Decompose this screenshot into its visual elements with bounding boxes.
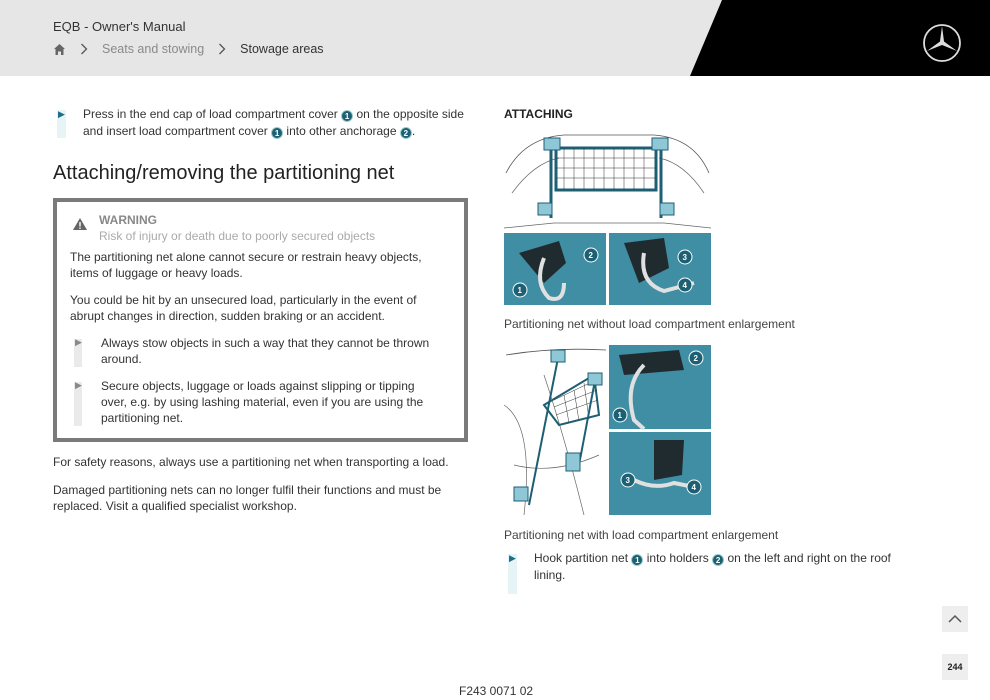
figure-code: F243 0071 02 (459, 684, 534, 698)
callout-3: 3 (625, 476, 630, 485)
chevron-right-icon (80, 43, 88, 55)
callout-1: 1 (271, 127, 283, 139)
callout-1: 1 (517, 286, 522, 295)
breadcrumb-item-seats[interactable]: Seats and stowing (102, 42, 205, 56)
step-text: into other anchorage (283, 124, 400, 138)
step-text: and insert load compartment cover (83, 124, 272, 138)
step-text: Hook partition net (534, 551, 632, 565)
callout-3: 3 (682, 253, 687, 262)
attaching-heading: ATTACHING (504, 107, 573, 121)
callout-1: 1 (617, 411, 622, 420)
callout-2: 2 (693, 354, 698, 363)
step-text: Press in the end cap of load compartment cover (83, 107, 342, 121)
figure-caption: Partitioning net without load compartment enlargement (504, 317, 795, 331)
step-text: into holders (643, 551, 713, 565)
warning-subtitle: Risk of injury or death due to poorly secured objects (99, 229, 376, 243)
callout-2: 2 (400, 127, 412, 139)
warning-triangle-icon (72, 217, 88, 231)
warning-bullet: ▶ Always stow objects in such a way that they cannot be thrown around. (75, 336, 430, 366)
chevron-up-icon (948, 614, 962, 624)
body-paragraph: For safety reasons, always use a partitioning net when transporting a load. (53, 455, 449, 469)
body-paragraph: Damaged partitioning nets can no longer fulfil their functions and must be replaced. Visit a qualified specialist workshop. (53, 483, 442, 513)
step-text: . (411, 124, 416, 138)
warning-paragraph: The partitioning net alone cannot secure or restrain heavy objects, items of luggage or heavy loads. (70, 250, 422, 280)
instruction-step (57, 106, 477, 140)
breadcrumb-item-stowage: Stowage areas (240, 42, 324, 56)
section-title: Attaching/removing the partitioning net (53, 162, 395, 184)
step-text: lining. (534, 568, 566, 582)
callout-2: 2 (588, 251, 593, 260)
callout-2: 2 (712, 554, 724, 566)
warning-box (53, 198, 468, 442)
breadcrumb (53, 42, 324, 56)
bullet-arrow-icon: ▶ (75, 337, 82, 347)
figure-caption: Partitioning net with load compartment enlargement (504, 528, 779, 542)
instruction-step (508, 550, 928, 584)
callout-1: 1 (631, 554, 643, 566)
scroll-to-top-button[interactable] (942, 606, 968, 632)
home-icon[interactable] (53, 43, 66, 56)
chevron-right-icon (218, 43, 226, 55)
callout-1: 1 (341, 110, 353, 122)
step-arrow-icon: ▶ (58, 109, 65, 119)
callout-4: 4 (691, 483, 696, 492)
bullet-arrow-icon: ▶ (75, 380, 82, 390)
warning-paragraph: You could be hit by an unsecured load, particularly in the event of abrupt changes in direction, sudden braking or an accident. (70, 293, 417, 323)
app-title: EQB - Owner's Manual (53, 19, 186, 34)
step-text: on the left and right on the roof (724, 551, 891, 565)
partition-net-illustration-2 (504, 345, 711, 515)
warning-bullet: ▶ Secure objects, luggage or loads against slipping or tipping over, e.g. by using lashing material, even if you are using the partitioning net. (75, 379, 424, 425)
partition-net-illustration-1 (504, 133, 711, 305)
step-arrow-icon: ▶ (509, 553, 516, 563)
warning-title: WARNING (99, 213, 157, 227)
page-number[interactable]: 244 (942, 654, 968, 680)
mercedes-star-logo[interactable] (921, 22, 963, 64)
callout-4: 4 (682, 281, 687, 290)
step-text: on the opposite side (353, 107, 464, 121)
